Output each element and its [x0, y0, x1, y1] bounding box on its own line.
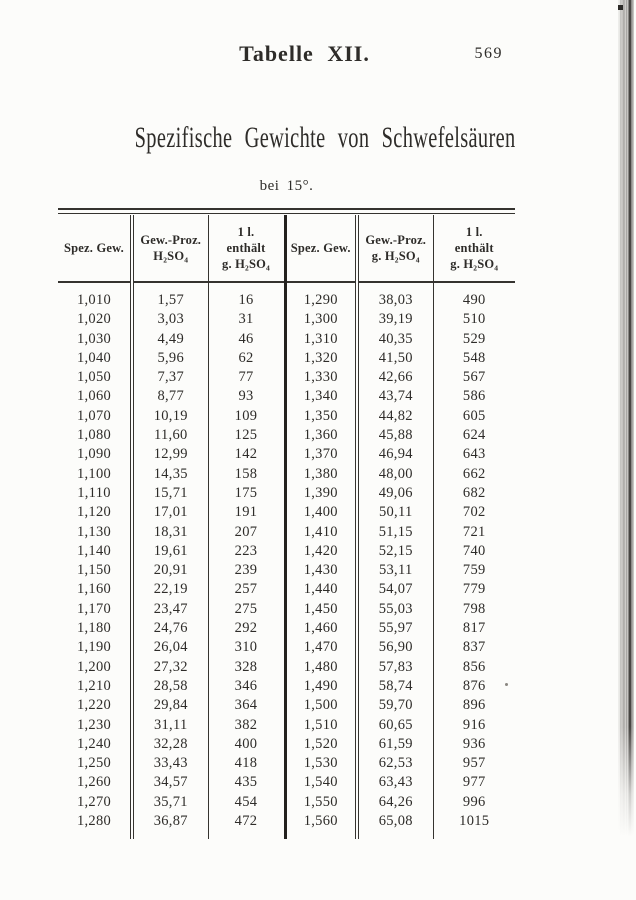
cell: 1,180 — [76, 620, 112, 637]
cell: 529 — [433, 330, 515, 349]
cell: 1,57 — [132, 291, 208, 310]
cell: 1,290 — [285, 291, 357, 310]
running-head — [58, 41, 515, 67]
cell: 682 — [433, 484, 515, 503]
cell: 490 — [433, 291, 515, 310]
cell: 798 — [433, 600, 515, 619]
cell: 93 — [208, 387, 285, 406]
column-header: Spez. Gew. — [285, 215, 357, 282]
cell: 1,370 — [285, 445, 357, 464]
cell: 207 — [208, 523, 285, 542]
spacer-cell — [132, 831, 208, 839]
cell: 50,11 — [357, 503, 433, 522]
spacer-cell — [433, 831, 515, 839]
cell: 1,500 — [285, 696, 357, 715]
cell: 702 — [433, 503, 515, 522]
cell: 1,020 — [76, 311, 112, 328]
page-subtitle: bei 15°. — [259, 178, 314, 194]
cell: 1,060 — [76, 388, 112, 405]
cell: 400 — [208, 735, 285, 754]
cell: 1,300 — [285, 310, 357, 329]
cell: 38,03 — [357, 291, 433, 310]
cell: 49,06 — [357, 484, 433, 503]
cell: 817 — [433, 619, 515, 638]
cell: 32,28 — [132, 735, 208, 754]
table-body — [58, 282, 515, 839]
cell: 1,430 — [285, 561, 357, 580]
cell: 31,11 — [132, 716, 208, 735]
cell: 65,08 — [357, 812, 433, 831]
cell: 39,19 — [357, 310, 433, 329]
cell: 1,030 — [76, 330, 112, 347]
cell: 1,210 — [76, 677, 112, 694]
cell: 1,070 — [76, 407, 112, 424]
column-header: 1 l. enthält g. H₂SO₄ — [433, 215, 515, 282]
cell: 1,400 — [285, 503, 357, 522]
cell: 1,150 — [76, 562, 112, 579]
cell: 1,330 — [285, 368, 357, 387]
cell: 275 — [208, 600, 285, 619]
table-row — [58, 426, 515, 445]
table-row — [58, 696, 515, 715]
table-header-row — [58, 215, 515, 282]
cell: 142 — [208, 445, 285, 464]
page-number: 569 — [474, 45, 503, 62]
cell: 191 — [208, 503, 285, 522]
cell: 292 — [208, 619, 285, 638]
table-row — [58, 638, 515, 657]
cell: 239 — [208, 561, 285, 580]
cell: 896 — [433, 696, 515, 715]
cell: 33,43 — [132, 754, 208, 773]
cell: 24,76 — [132, 619, 208, 638]
cell: 1,550 — [285, 793, 357, 812]
cell: 662 — [433, 465, 515, 484]
cell: 1015 — [433, 812, 515, 831]
table-row — [58, 387, 515, 406]
cell: 1,170 — [76, 600, 112, 617]
cell: 1,280 — [76, 813, 112, 830]
table-row — [58, 542, 515, 561]
cell: 1,130 — [76, 523, 112, 540]
table-row — [58, 812, 515, 831]
cell: 8,77 — [132, 387, 208, 406]
cell: 64,26 — [357, 793, 433, 812]
cell: 1,540 — [285, 773, 357, 792]
table-row — [58, 484, 515, 503]
cell: 936 — [433, 735, 515, 754]
cell: 257 — [208, 580, 285, 599]
cell: 16 — [208, 291, 285, 310]
cell: 11,60 — [132, 426, 208, 445]
cell: 759 — [433, 561, 515, 580]
cell: 1,220 — [76, 697, 112, 714]
cell: 310 — [208, 638, 285, 657]
cell: 63,43 — [357, 773, 433, 792]
cell: 55,03 — [357, 600, 433, 619]
cell: 23,47 — [132, 600, 208, 619]
cell: 1,160 — [76, 581, 112, 598]
cell: 56,90 — [357, 638, 433, 657]
cell: 1,560 — [285, 812, 357, 831]
column-header: Gew.-Proz. H₂SO₄ — [132, 215, 208, 282]
table-row — [58, 310, 515, 329]
cell: 57,83 — [357, 658, 433, 677]
cell: 19,61 — [132, 542, 208, 561]
cell: 1,480 — [285, 658, 357, 677]
spacer-cell — [285, 282, 357, 291]
cell: 1,470 — [285, 638, 357, 657]
cell: 52,15 — [357, 542, 433, 561]
table-row — [58, 773, 515, 792]
cell: 1,190 — [76, 639, 112, 656]
spacer-cell — [132, 282, 208, 291]
cell: 27,32 — [132, 658, 208, 677]
cell: 15,71 — [132, 484, 208, 503]
cell: 58,74 — [357, 677, 433, 696]
spacer-cell — [58, 282, 132, 291]
spacer-cell — [208, 831, 285, 839]
table-row — [58, 407, 515, 426]
cell: 4,49 — [132, 330, 208, 349]
cell: 837 — [433, 638, 515, 657]
cell: 62 — [208, 349, 285, 368]
cell: 14,35 — [132, 465, 208, 484]
cell: 1,230 — [76, 716, 112, 733]
cell: 46 — [208, 330, 285, 349]
cell: 1,440 — [285, 580, 357, 599]
cell: 44,82 — [357, 407, 433, 426]
table-row — [58, 658, 515, 677]
cell: 1,200 — [76, 658, 112, 675]
spacer-cell — [357, 831, 433, 839]
cell: 77 — [208, 368, 285, 387]
cell: 1,100 — [76, 465, 112, 482]
cell: 1,460 — [285, 619, 357, 638]
cell: 643 — [433, 445, 515, 464]
cell: 1,380 — [285, 465, 357, 484]
cell: 346 — [208, 677, 285, 696]
cell: 1,310 — [285, 330, 357, 349]
table-row — [58, 735, 515, 754]
spacer-cell — [285, 831, 357, 839]
cell: 125 — [208, 426, 285, 445]
cell: 1,490 — [285, 677, 357, 696]
column-header: 1 l. enthält g. H₂SO₄ — [208, 215, 285, 282]
table-row — [58, 677, 515, 696]
cell: 1,510 — [285, 716, 357, 735]
cell: 1,090 — [76, 446, 112, 463]
cell: 61,59 — [357, 735, 433, 754]
table-row — [58, 330, 515, 349]
cell: 1,250 — [76, 755, 112, 772]
cell: 20,91 — [132, 561, 208, 580]
cell: 62,53 — [357, 754, 433, 773]
cell: 977 — [433, 773, 515, 792]
table-row — [58, 561, 515, 580]
column-header: Gew.-Proz. g. H₂SO₄ — [357, 215, 433, 282]
cell: 28,58 — [132, 677, 208, 696]
cell: 740 — [433, 542, 515, 561]
cell: 7,37 — [132, 368, 208, 387]
cell: 41,50 — [357, 349, 433, 368]
cell: 36,87 — [132, 812, 208, 831]
cell: 1,010 — [76, 292, 112, 308]
page-title-text: Spezifische Gewichte von Schwefelsäuren — [134, 121, 516, 154]
table-row — [58, 793, 515, 812]
cell: 916 — [433, 716, 515, 735]
cell: 34,57 — [132, 773, 208, 792]
cell: 957 — [433, 754, 515, 773]
cell: 59,70 — [357, 696, 433, 715]
cell: 876 — [433, 677, 515, 696]
cell: 175 — [208, 484, 285, 503]
cell: 454 — [208, 793, 285, 812]
cell: 48,00 — [357, 465, 433, 484]
table-row — [58, 291, 515, 310]
cell: 22,19 — [132, 580, 208, 599]
cell: 45,88 — [357, 426, 433, 445]
cell: 567 — [433, 368, 515, 387]
cell: 1,350 — [285, 407, 357, 426]
cell: 856 — [433, 658, 515, 677]
table-row — [58, 368, 515, 387]
table-top-rule — [58, 208, 515, 214]
table-row — [58, 716, 515, 735]
binding-shadow — [618, 0, 634, 845]
cell: 1,270 — [76, 793, 112, 810]
rule-extension-row — [58, 282, 515, 291]
cell: 364 — [208, 696, 285, 715]
cell: 605 — [433, 407, 515, 426]
cell: 43,74 — [357, 387, 433, 406]
cell: 548 — [433, 349, 515, 368]
cell: 18,31 — [132, 523, 208, 542]
table-heading: Tabelle XII. — [239, 41, 370, 66]
cell: 5,96 — [132, 349, 208, 368]
cell: 510 — [433, 310, 515, 329]
cell: 1,360 — [285, 426, 357, 445]
cell: 1,240 — [76, 735, 112, 752]
cell: 1,040 — [76, 349, 112, 366]
cell: 779 — [433, 580, 515, 599]
cell: 40,35 — [357, 330, 433, 349]
cell: 109 — [208, 407, 285, 426]
cell: 46,94 — [357, 445, 433, 464]
cell: 158 — [208, 465, 285, 484]
table-row — [58, 503, 515, 522]
table-row — [58, 600, 515, 619]
cell: 418 — [208, 754, 285, 773]
cell: 53,11 — [357, 561, 433, 580]
table-row — [58, 619, 515, 638]
table-row — [58, 465, 515, 484]
cell: 31 — [208, 310, 285, 329]
cell: 29,84 — [132, 696, 208, 715]
cell: 1,450 — [285, 600, 357, 619]
cell: 435 — [208, 773, 285, 792]
cell: 328 — [208, 658, 285, 677]
cell: 1,110 — [77, 484, 111, 501]
spacer-cell — [433, 282, 515, 291]
table-row — [58, 580, 515, 599]
cell: 223 — [208, 542, 285, 561]
column-header: Spez. Gew. — [58, 215, 132, 282]
cell: 1,260 — [76, 774, 112, 791]
cell: 624 — [433, 426, 515, 445]
cell: 42,66 — [357, 368, 433, 387]
table-row — [58, 445, 515, 464]
cell: 1,530 — [285, 754, 357, 773]
spacer-cell — [208, 282, 285, 291]
cell: 1,080 — [76, 427, 112, 444]
table-row — [58, 349, 515, 368]
cell: 35,71 — [132, 793, 208, 812]
cell: 1,410 — [285, 523, 357, 542]
cell: 60,65 — [357, 716, 433, 735]
cell: 586 — [433, 387, 515, 406]
cell: 17,01 — [132, 503, 208, 522]
cell: 55,97 — [357, 619, 433, 638]
cell: 54,07 — [357, 580, 433, 599]
rule-extension-row — [58, 831, 515, 839]
data-table — [58, 215, 515, 839]
cell: 51,15 — [357, 523, 433, 542]
cell: 1,320 — [285, 349, 357, 368]
page-content — [58, 0, 515, 900]
cell: 10,19 — [132, 407, 208, 426]
cell: 1,140 — [76, 542, 112, 559]
cell: 1,390 — [285, 484, 357, 503]
table-row — [58, 754, 515, 773]
cell: 996 — [433, 793, 515, 812]
spacer-cell — [58, 831, 132, 839]
cell: 1,050 — [76, 369, 112, 386]
cell: 472 — [208, 812, 285, 831]
cell: 12,99 — [132, 445, 208, 464]
table-row — [58, 523, 515, 542]
scan-speck — [618, 5, 623, 10]
cell: 26,04 — [132, 638, 208, 657]
spacer-cell — [357, 282, 433, 291]
page-title — [58, 121, 515, 155]
cell: 1,120 — [76, 504, 112, 521]
cell: 1,520 — [285, 735, 357, 754]
cell: 1,420 — [285, 542, 357, 561]
cell: 382 — [208, 716, 285, 735]
scan-speck — [505, 683, 508, 686]
cell: 721 — [433, 523, 515, 542]
cell: 3,03 — [132, 310, 208, 329]
cell: 1,340 — [285, 387, 357, 406]
